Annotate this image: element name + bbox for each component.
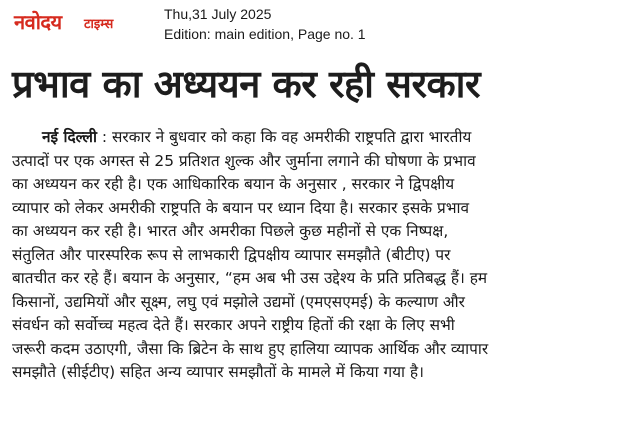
article-line: का अध्ययन कर रही है। एक आधिकारिक बयान के अनुसार , सरकार ने द्विपक्षीय [12, 175, 455, 193]
edition-date: Thu,31 July 2025 [164, 6, 272, 22]
article-line [12, 126, 612, 150]
article-line: व्यापार को लेकर अमरीकी राष्ट्रपति के बयान पर ध्यान दिया है। सरकार इसके प्रभाव [12, 198, 470, 217]
article-line: बातचीत कर रहे हैं। बयान के अनुसार, “हम अब भी उस उद्देश्य के प्रति प्रतिबद्ध हैं। हम [12, 269, 488, 287]
article-line: किसानों, उद्यमियों और सूक्ष्म, लघु एवं मझोले उद्यमों (एमएसएमई) के कल्याण और [12, 292, 465, 311]
article-line-text: : सरकार ने बुधवार को कहा कि वह अमरीकी राष्ट्रपति द्वारा भारतीय [96, 128, 472, 146]
edition-info [164, 4, 366, 44]
edition-page-info: Edition: main edition, Page no. 1 [164, 26, 366, 42]
dateline: नई दिल्ली [42, 128, 97, 146]
logo-main-text: नवोदय [14, 10, 62, 34]
masthead-logo [14, 6, 146, 36]
logo-sub-text: टाइम्स [84, 17, 114, 32]
article-body [12, 126, 612, 385]
article-line: जरूरी कदम उठाएगी, जैसा कि ब्रिटेन के साथ हुए हालिया व्यापक आर्थिक और व्यापार [12, 339, 489, 358]
article-line: समझौते (सीईटीए) सहित अन्य व्यापार समझौतों के मामले में किया गया है। [12, 363, 424, 381]
article-line: संवर्धन को सर्वोच्च महत्व देते हैं। सरकार अपने राष्ट्रीय हितों की रक्षा के लिए सभी [12, 316, 455, 334]
headline: प्रभाव का अध्ययन कर रही सरकार [12, 62, 481, 106]
article-line: संतुलित और पारस्परिक रूप से लाभकारी द्विपक्षीय व्यापार समझौते (बीटीए) पर [12, 245, 451, 264]
article-line: उत्पादों पर एक अगस्त से 25 प्रतिशत शुल्क और जुर्माना लगाने की घोषणा के प्रभाव [12, 151, 476, 170]
article-line: का अध्ययन कर रही है। भारत और अमरीका पिछले कुछ महीनों से एक निष्पक्ष, [12, 222, 449, 240]
